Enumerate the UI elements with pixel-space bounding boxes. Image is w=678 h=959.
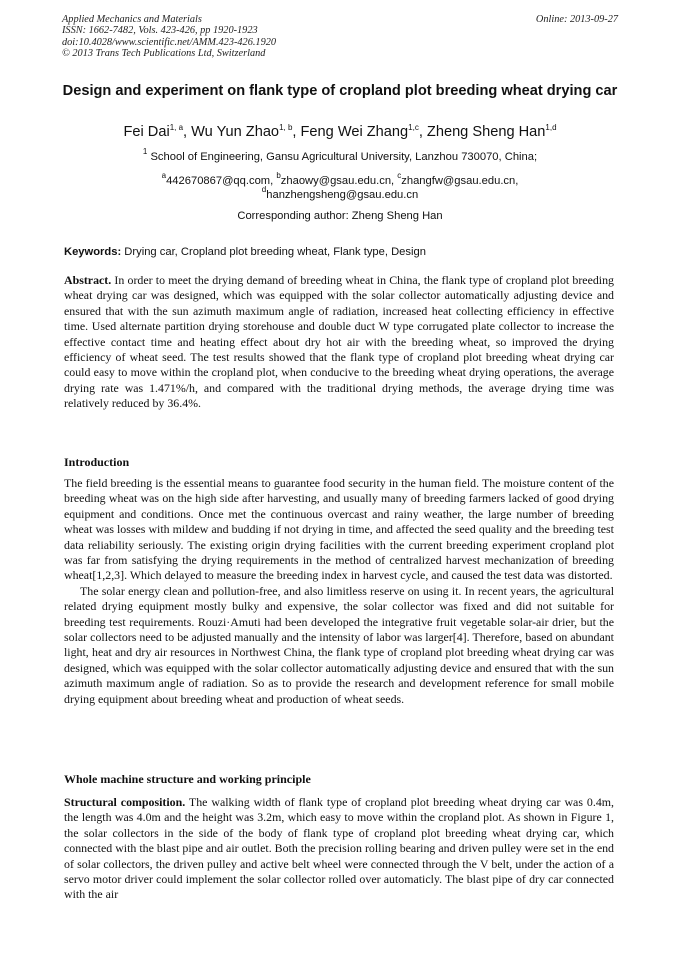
- doi-line: doi:10.4028/www.scientific.net/AMM.423-426.1920: [62, 36, 277, 48]
- affiliation-sup: 1: [142, 147, 148, 156]
- email-link[interactable]: hanzhengsheng@gsau.edu.cn: [266, 189, 419, 201]
- abstract: [64, 273, 614, 412]
- affiliation-text: School of Engineering, Gansu Agricultural University, Lanzhou 730070, China;: [150, 151, 538, 163]
- author-name: Feng Wei Zhang: [300, 124, 409, 140]
- paragraph: The field breeding is the essential means to guarantee food security in the human field. The moisture content of the breeding wheat was on the high side after harvesting, and usually many of breeding farmers lacked of good drying equipment and conditions. Once met the continuous overcast and rainy weather, the large number of breeding wheat was losses with mildew and budding if not drying in time, and affected the seed quality and the breeding test data reliability seriously. The existing origin drying facilities with the current breeding experiment cropland plot was far from satisfying the drying requirements in the method of centralized harvest mechanization of breeding wheat[1,2,3]. Which delayed to measure the breeding index in harvest cycle, and caused the test data was distorted.: [64, 476, 614, 583]
- structural-composition: [64, 795, 614, 903]
- introduction-body: [64, 476, 614, 707]
- journal-header: [62, 14, 618, 60]
- keywords: [64, 245, 620, 259]
- email-sup: a: [161, 171, 167, 180]
- paragraph: The solar energy clean and pollution-free, and also limitless reserve on using it. In recent years, the agricultural related drying equipment mostly bulky and expensive, the solar collector was fixed and did not suitable for breeding test requirements. Rouzi·Amuti had been developed the integrative fruit vegetable solar-air drier, but the solar collectors need to be adjusted manually and the intensity of labor was larger[4]. Therefore, based on abundant light, heat and dry air resources in Northwest China, the flank type of cropland plot breeding wheat drying car was designed, which was equipped with the solar collector automatically adjusting device and ensured that with the sun azimuth maximum angle of radiation. So as to provide the research and development reference for small mobile drying equipment about breeding wheat and production of wheat seeds.: [64, 583, 614, 706]
- paper-title: Design and experiment on flank type of cropland plot breeding wheat drying car: [62, 83, 618, 99]
- section-heading-introduction: Introduction: [64, 455, 130, 469]
- copyright-line: © 2013 Trans Tech Publications Ltd, Switzerland: [62, 48, 266, 60]
- online-date: Online: 2013-09-27: [535, 14, 618, 25]
- issn-line: ISSN: 1662-7482, Vols. 423-426, pp 1920-1923: [62, 25, 258, 37]
- author-sup: 1, b: [279, 123, 293, 132]
- abstract-label: Abstract.: [64, 273, 112, 287]
- author-sup: 1,d: [545, 123, 557, 132]
- author-name: Wu Yun Zhao: [191, 124, 280, 140]
- journal-name: Applied Mechanics and Materials: [62, 14, 202, 25]
- subsection-label: Structural composition.: [64, 795, 186, 809]
- keywords-text: Drying car, Cropland plot breeding wheat, Flank type, Design: [121, 246, 426, 258]
- email-link[interactable]: zhaowy@gsau.edu.cn,: [280, 175, 395, 187]
- email-sup: b: [276, 171, 281, 180]
- affiliation: [62, 147, 618, 164]
- author-list: Fei Dai$^{1, a}$, Wu Yun Zhao$^{1, b}$, Feng Wei Zhang$^{1,c}$, Zheng Sheng Han$^{1,d}$: [123, 123, 557, 140]
- email-link[interactable]: 442670867@qq.com,: [166, 175, 274, 187]
- keywords-label: Keywords:: [64, 246, 122, 258]
- author-sup: 1, a: [169, 123, 184, 132]
- section-heading-whole-machine: Whole machine structure and working principle: [64, 772, 311, 786]
- author-sup: 1,c: [408, 123, 419, 132]
- email-sup: d: [261, 185, 267, 194]
- email-list: [80, 171, 600, 202]
- author-name: Zheng Sheng Han: [426, 124, 546, 140]
- email-link[interactable]: zhangfw@gsau.edu.cn,: [401, 175, 519, 187]
- abstract-text: In order to meet the drying demand of breeding wheat in China, the flank type of cropland plot breeding wheat drying car was designed, which was equipped with the solar collector automatically adjusting device and ensured that with the sun azimuth maximum angle of radiation, increased heat collecting efficiency in effective time. Used alternate partition drying storehouse and double duct W type corrugated plate collector to increase the effective contact time and heating effect about dry hot air with the breeding wheat, so improved the drying efficiency of wheat seed. The test results showed that the flank type of cropland plot breeding wheat drying car could easy to move within the cropland plot, when conducive to the breeding wheat drying operations, the average drying rate was 1.471%/h, and compared with the traditional drying methods, the average drying time was relatively reduced by 36.4%.: [64, 273, 614, 411]
- author-name: Fei Dai: [123, 124, 170, 140]
- corresponding-author: Corresponding author: Zheng Sheng Han: [237, 210, 443, 222]
- email-sup: c: [397, 171, 402, 180]
- paragraph: The walking width of flank type of cropland plot breeding wheat drying car was 0.4m, the length was 4.0m and the height was 3.2m, which easy to move within the cropland plot. As shown in Figure 1, the solar collectors in the side of the body of flank type of cropland plot breeding wheat drying car, which connected with the blast pipe and air outlet. Both the precision rolling bearing and driven pulley were set in the end of solar collectors, the driven pulley and active belt wheel were connected through the V belt, under the action of a servo motor driver could implement the solar collector rolled over automaticly. The blast pipe of dry car connected with the air: [64, 795, 614, 902]
